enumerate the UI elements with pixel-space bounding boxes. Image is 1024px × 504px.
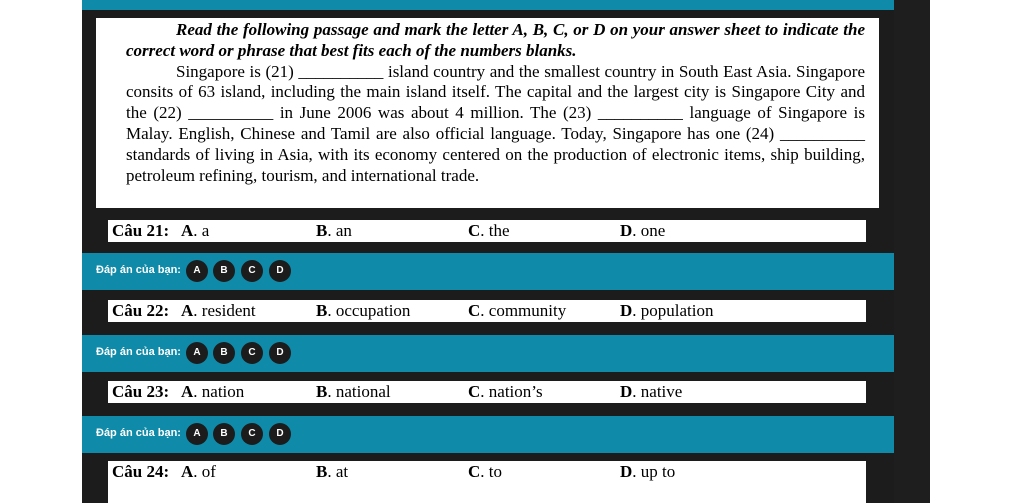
left-margin [0, 0, 82, 503]
choice-a-button[interactable]: A [186, 423, 208, 445]
choice-c-button[interactable]: C [241, 423, 263, 445]
top-answer-bar-edge [82, 0, 894, 10]
question-label: Câu 22: [112, 301, 170, 320]
passage-text: Singapore is (21) __________ island country and the smallest country in South East Asia. Singapore consits of 63 island, including the main island itself. The capital and the largest city is Singapore City and the (22) __________ in June 2006 was about 4 million. The (23) __________ language of Singapore is Malay. English, Chinese and Tamil are also official language. Today, Singapore has one (24) __________ standards of living in Asia, with its economy centered on the production of electronic items, ship building, petroleum refining, tourism, and international trade. [126, 61, 865, 185]
question-label: Câu 24: [112, 462, 170, 481]
question-label: Câu 21: [112, 221, 170, 240]
question-label: Câu 23: [112, 382, 170, 401]
option-b: B. at [316, 462, 349, 481]
option-d: D. native [620, 382, 683, 401]
question-22 [108, 300, 866, 322]
option-d: D. up to [620, 462, 676, 481]
option-a: A. a [181, 221, 210, 240]
option-d: D. one [620, 221, 666, 240]
choice-b-button[interactable]: B [213, 342, 235, 364]
choice-c-button[interactable]: C [241, 260, 263, 282]
right-margin [930, 0, 1024, 503]
right-dark-strip [894, 0, 930, 503]
choice-b-button[interactable]: B [213, 260, 235, 282]
choice-d-button[interactable]: D [269, 423, 291, 445]
choice-a-button[interactable]: A [186, 342, 208, 364]
option-a: A. nation [181, 382, 245, 401]
answer-label: Đáp án của bạn: [96, 427, 181, 439]
option-a: A. of [181, 462, 216, 481]
question-24 [108, 461, 866, 504]
choice-b-button[interactable]: B [213, 423, 235, 445]
question-23 [108, 381, 866, 403]
answer-bar-21 [82, 253, 894, 290]
option-b: B. occupation [316, 301, 411, 320]
choice-d-button[interactable]: D [269, 260, 291, 282]
question-21 [108, 220, 866, 242]
choice-c-button[interactable]: C [241, 342, 263, 364]
reading-passage [96, 18, 879, 208]
answer-label: Đáp án của bạn: [96, 264, 181, 276]
option-b: B. national [316, 382, 391, 401]
instruction-text: Read the following passage and mark the letter A, B, C, or D on your answer sheet to indicate the correct word or phrase that best fits each of the numbers blanks. [126, 20, 865, 60]
option-c: C. to [468, 462, 503, 481]
option-c: C. nation’s [468, 382, 543, 401]
option-b: B. an [316, 221, 352, 240]
answer-label: Đáp án của bạn: [96, 346, 181, 358]
choice-a-button[interactable]: A [186, 260, 208, 282]
option-c: C. community [468, 301, 567, 320]
option-d: D. population [620, 301, 714, 320]
option-c: C. the [468, 221, 510, 240]
choice-d-button[interactable]: D [269, 342, 291, 364]
option-a: A. resident [181, 301, 256, 320]
answer-bar-23 [82, 416, 894, 453]
answer-bar-22 [82, 335, 894, 372]
quiz-content [82, 0, 894, 503]
